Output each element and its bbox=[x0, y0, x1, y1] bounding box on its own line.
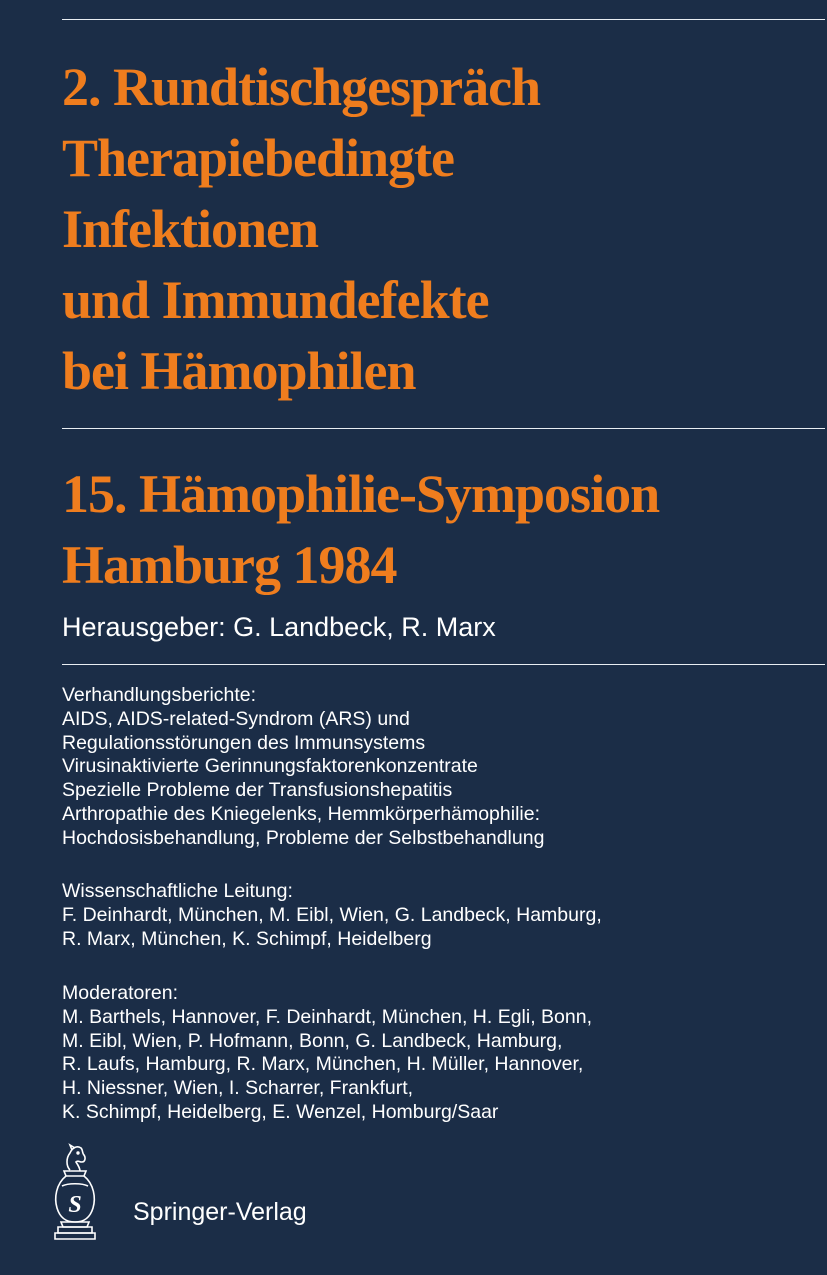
leadership-heading: Wissenschaftliche Leitung: bbox=[62, 880, 293, 902]
leadership-line: R. Marx, München, K. Schimpf, Heidelberg bbox=[62, 927, 432, 950]
proceedings-line: Regulationsstörungen des Immunsystems bbox=[62, 731, 426, 754]
title-line: Therapiebedingte bbox=[62, 128, 455, 188]
moderators-section bbox=[62, 982, 592, 1125]
book-title bbox=[62, 52, 822, 407]
title-line: 2. Rundtischgespräch bbox=[62, 57, 541, 117]
moderator-line: M. Eibl, Wien, P. Hofmann, Bonn, G. Landbeck, Hamburg, bbox=[62, 1029, 563, 1052]
proceedings-section bbox=[62, 684, 544, 851]
publisher-name: Springer-Verlag bbox=[133, 1198, 307, 1226]
symposium-line: 15. Hämophilie-Symposion bbox=[62, 464, 660, 524]
proceedings-line: Virusinaktivierte Gerinnungsfaktorenkonzentrate bbox=[62, 755, 478, 778]
moderator-line: H. Niessner, Wien, I. Scharrer, Frankfurt, bbox=[62, 1077, 414, 1100]
scientific-leadership-section bbox=[62, 880, 602, 951]
top-divider bbox=[62, 19, 825, 20]
symposium-title bbox=[62, 459, 822, 601]
title-line: und Immundefekte bbox=[62, 270, 489, 330]
moderators-heading: Moderatoren: bbox=[62, 982, 178, 1004]
editors: Herausgeber: G. Landbeck, R. Marx bbox=[62, 612, 496, 642]
title-line: Infektionen bbox=[62, 199, 319, 259]
title-line: bei Hämophilen bbox=[62, 341, 416, 401]
proceedings-line: Spezielle Probleme der Transfusionshepatitis bbox=[62, 779, 453, 802]
proceedings-line: Arthropathie des Kniegelenks, Hemmkörperhämophilie: bbox=[62, 802, 540, 825]
moderator-line: R. Laufs, Hamburg, R. Marx, München, H. Müller, Hannover, bbox=[62, 1053, 584, 1076]
title-divider bbox=[62, 428, 825, 429]
proceedings-heading: Verhandlungsberichte: bbox=[62, 684, 257, 706]
svg-text:S: S bbox=[68, 1192, 82, 1218]
editors-divider bbox=[62, 664, 825, 665]
moderator-line: K. Schimpf, Heidelberg, E. Wenzel, Homburg/Saar bbox=[62, 1100, 499, 1123]
proceedings-line: AIDS, AIDS-related-Syndrom (ARS) und bbox=[62, 707, 410, 730]
symposium-line: Hamburg 1984 bbox=[62, 535, 397, 595]
leadership-line: F. Deinhardt, München, M. Eibl, Wien, G. Landbeck, Hamburg, bbox=[62, 903, 602, 926]
springer-knight-logo-icon bbox=[48, 1140, 102, 1252]
moderator-line: M. Barthels, Hannover, F. Deinhardt, München, H. Egli, Bonn, bbox=[62, 1005, 593, 1028]
proceedings-line: Hochdosisbehandlung, Probleme der Selbstbehandlung bbox=[62, 826, 545, 849]
